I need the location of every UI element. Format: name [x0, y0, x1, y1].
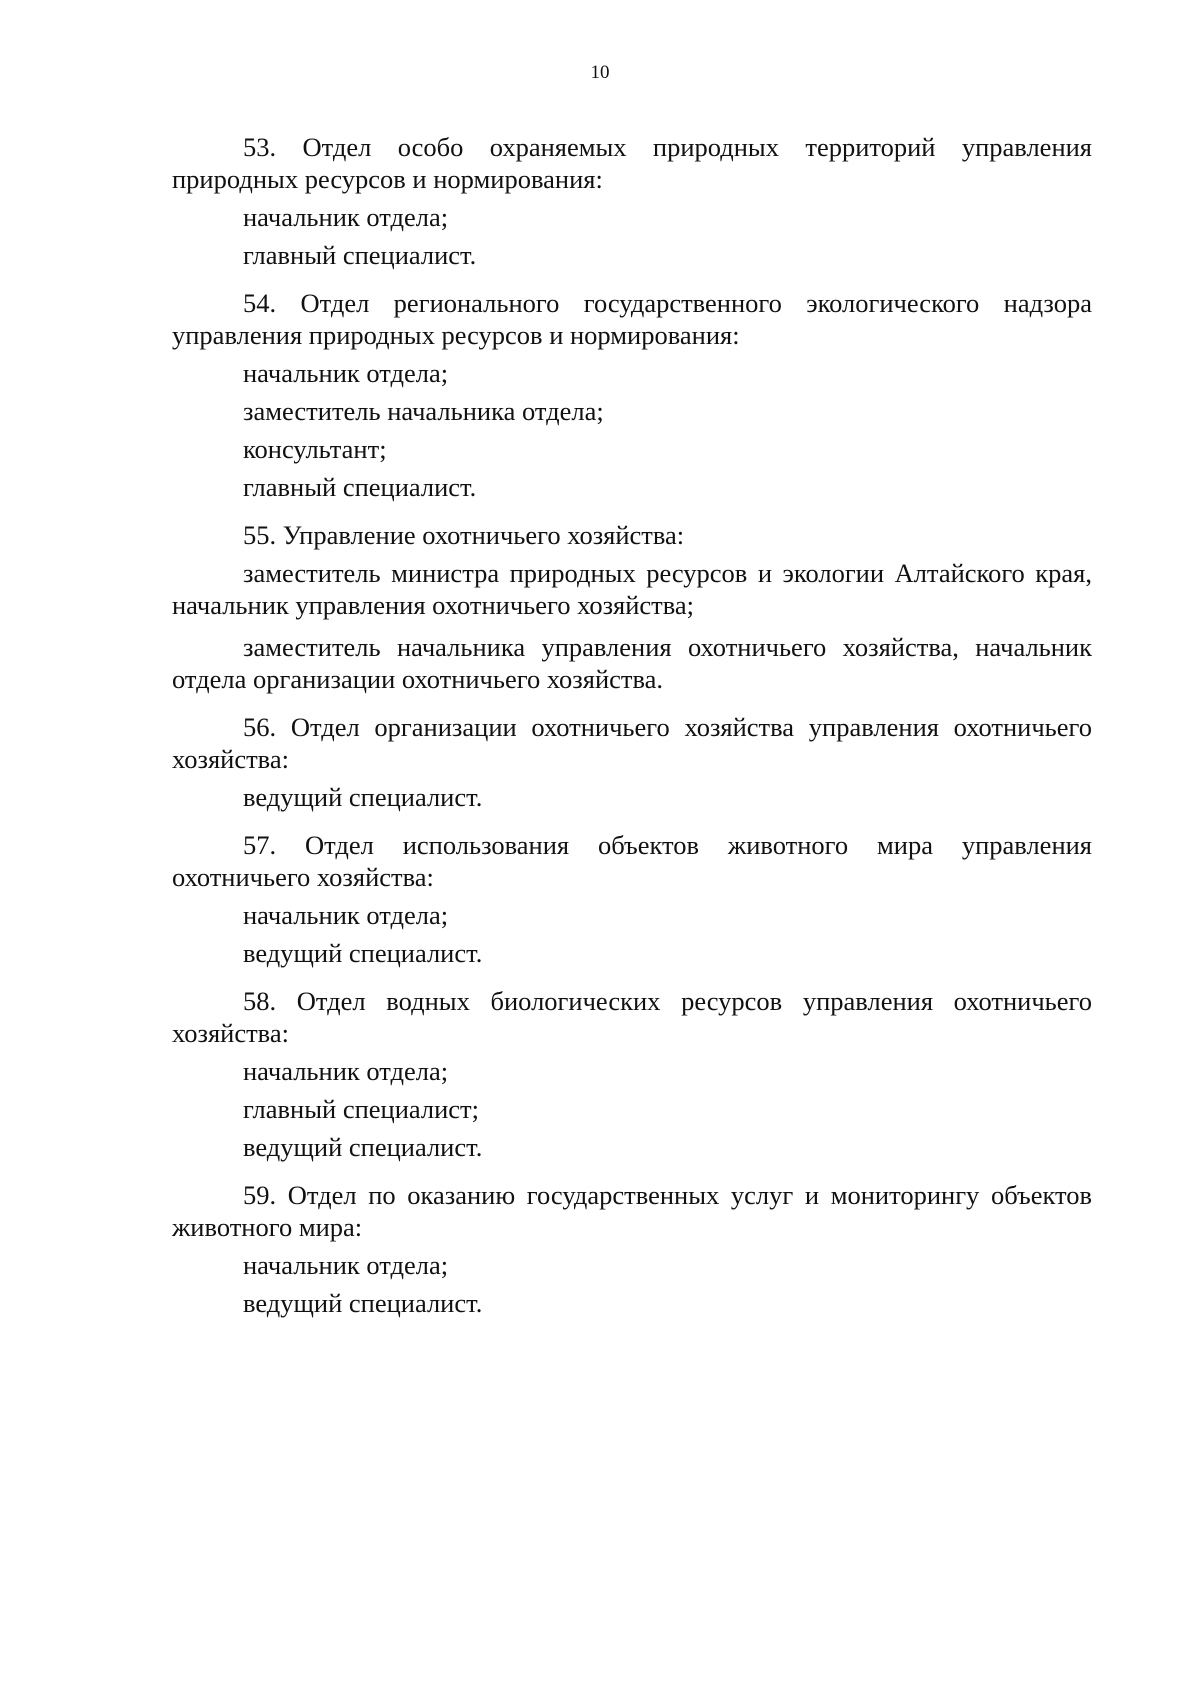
list-item: ведущий специалист. — [243, 938, 483, 968]
list-item: заместитель начальника управления охотничьего хозяйства, начальник отдела организации охотничьего хозяйства. — [172, 632, 1092, 694]
list-item: консультант; — [243, 434, 387, 464]
section-heading: 53. Отдел особо охраняемых природных территорий управления природных ресурсов и нормирования: — [172, 132, 1092, 194]
list-item: заместитель министра природных ресурсов и экологии Алтайского края, начальник управления охотничьего хозяйства; — [172, 558, 1092, 620]
section-heading: 56. Отдел организации охотничьего хозяйства управления охотничьего хозяйства: — [172, 712, 1092, 774]
list-item: главный специалист. — [243, 472, 477, 502]
list-item: ведущий специалист. — [243, 782, 483, 812]
list-item: ведущий специалист. — [243, 1132, 483, 1162]
section-55 — [172, 519, 1092, 695]
section-heading: 54. Отдел регионального государственного экологического надзора управления природных ресурсов и нормирования: — [172, 288, 1092, 350]
document-body — [172, 131, 1092, 1335]
list-item: начальник отдела; — [243, 1250, 449, 1280]
list-item: главный специалист; — [243, 1094, 479, 1124]
list-item: заместитель начальника отдела; — [243, 396, 604, 426]
list-item: начальник отдела; — [243, 1056, 449, 1086]
section-heading: 58. Отдел водных биологических ресурсов управления охотничьего хозяйства: — [172, 986, 1092, 1048]
list-item: ведущий специалист. — [243, 1288, 483, 1318]
list-item: начальник отдела; — [243, 358, 449, 388]
section-heading: 59. Отдел по оказанию государственных услуг и мониторингу объектов животного мира: — [172, 1180, 1092, 1242]
section-58 — [172, 985, 1092, 1163]
page-number: 10 — [590, 62, 610, 83]
list-item: главный специалист. — [243, 240, 477, 270]
list-item: начальник отдела; — [243, 202, 449, 232]
section-53 — [172, 131, 1092, 271]
section-56 — [172, 711, 1092, 813]
list-item: начальник отдела; — [243, 900, 449, 930]
section-54 — [172, 287, 1092, 503]
section-heading: 55. Управление охотничьего хозяйства: — [243, 520, 685, 550]
section-heading: 57. Отдел использования объектов животного мира управления охотничьего хозяйства: — [172, 830, 1092, 892]
section-57 — [172, 829, 1092, 969]
section-59 — [172, 1179, 1092, 1319]
